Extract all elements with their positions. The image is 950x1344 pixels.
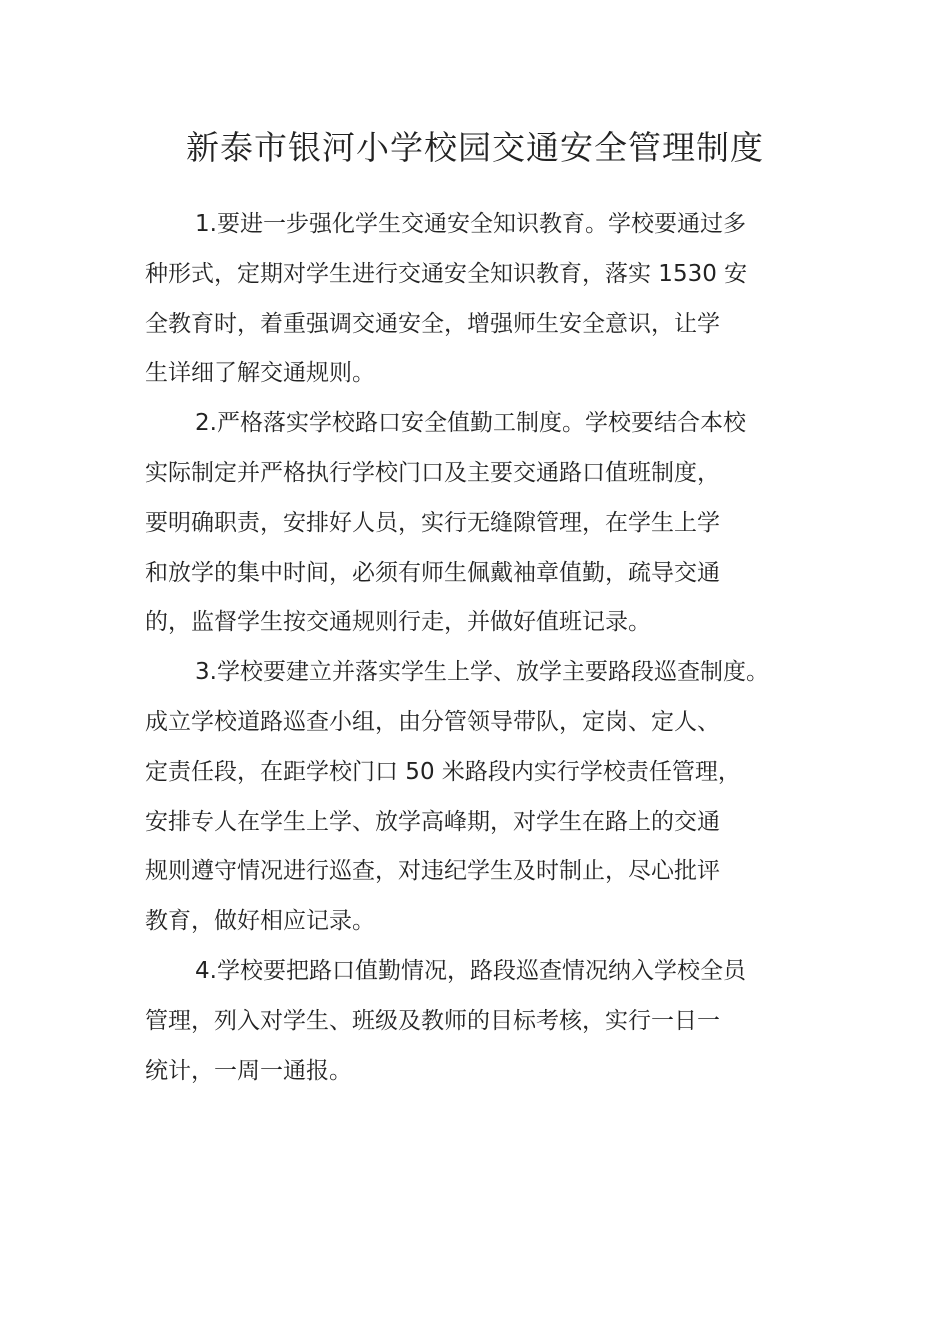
paragraph-3-line-3: 定责任段，在距学校门口 50 米路段内实行学校责任管理，	[145, 758, 741, 785]
paragraph-4-line-3: 统计，一周一通报。	[145, 1057, 352, 1084]
paragraph-3-line-6: 教育，做好相应记录。	[145, 908, 375, 935]
paragraph-1-line-3: 全教育时，着重强调交通安全，增强师生安全意识，让学	[145, 310, 720, 337]
paragraph-3-line-4: 安排专人在学生上学、放学高峰期，对学生在路上的交通	[145, 808, 720, 835]
paragraph-1-line-4: 生详细了解交通规则。	[145, 360, 375, 387]
paragraph-2-line-1: 2.严格落实学校路口安全值勤工制度。学校要结合本校	[195, 410, 746, 437]
document-title: 新泰市银河小学校园交通安全管理制度	[186, 128, 764, 167]
paragraph-4-line-1: 4.学校要把路口值勤情况，路段巡查情况纳入学校全员	[195, 957, 746, 984]
paragraph-2-line-5: 的，监督学生按交通规则行走，并做好值班记录。	[145, 609, 651, 636]
paragraph-2-line-2: 实际制定并严格执行学校门口及主要交通路口值班制度，	[145, 459, 720, 486]
paragraph-1-line-1: 1.要进一步强化学生交通安全知识教育。学校要通过多	[195, 211, 746, 237]
paragraph-4-line-2: 管理，列入对学生、班级及教师的目标考核，实行一日一	[145, 1007, 720, 1034]
paragraph-3-line-5: 规则遵守情况进行巡查，对违纪学生及时制止，尽心批评	[145, 858, 720, 885]
paragraph-2-line-3: 要明确职责，安排好人员，实行无缝隙管理，在学生上学	[145, 509, 720, 536]
document-body	[145, 200, 845, 1096]
paragraph-3-line-1: 3.学校要建立并落实学生上学、放学主要路段巡查制度。	[195, 659, 769, 686]
paragraph-2-line-4: 和放学的集中时间，必须有师生佩戴袖章值勤，疏导交通	[145, 559, 720, 586]
paragraph-3-line-2: 成立学校道路巡查小组，由分管领导带队，定岗、定人、	[145, 708, 720, 735]
paragraph-1-line-2: 种形式，定期对学生进行交通安全知识教育，落实 1530 安	[145, 260, 748, 287]
